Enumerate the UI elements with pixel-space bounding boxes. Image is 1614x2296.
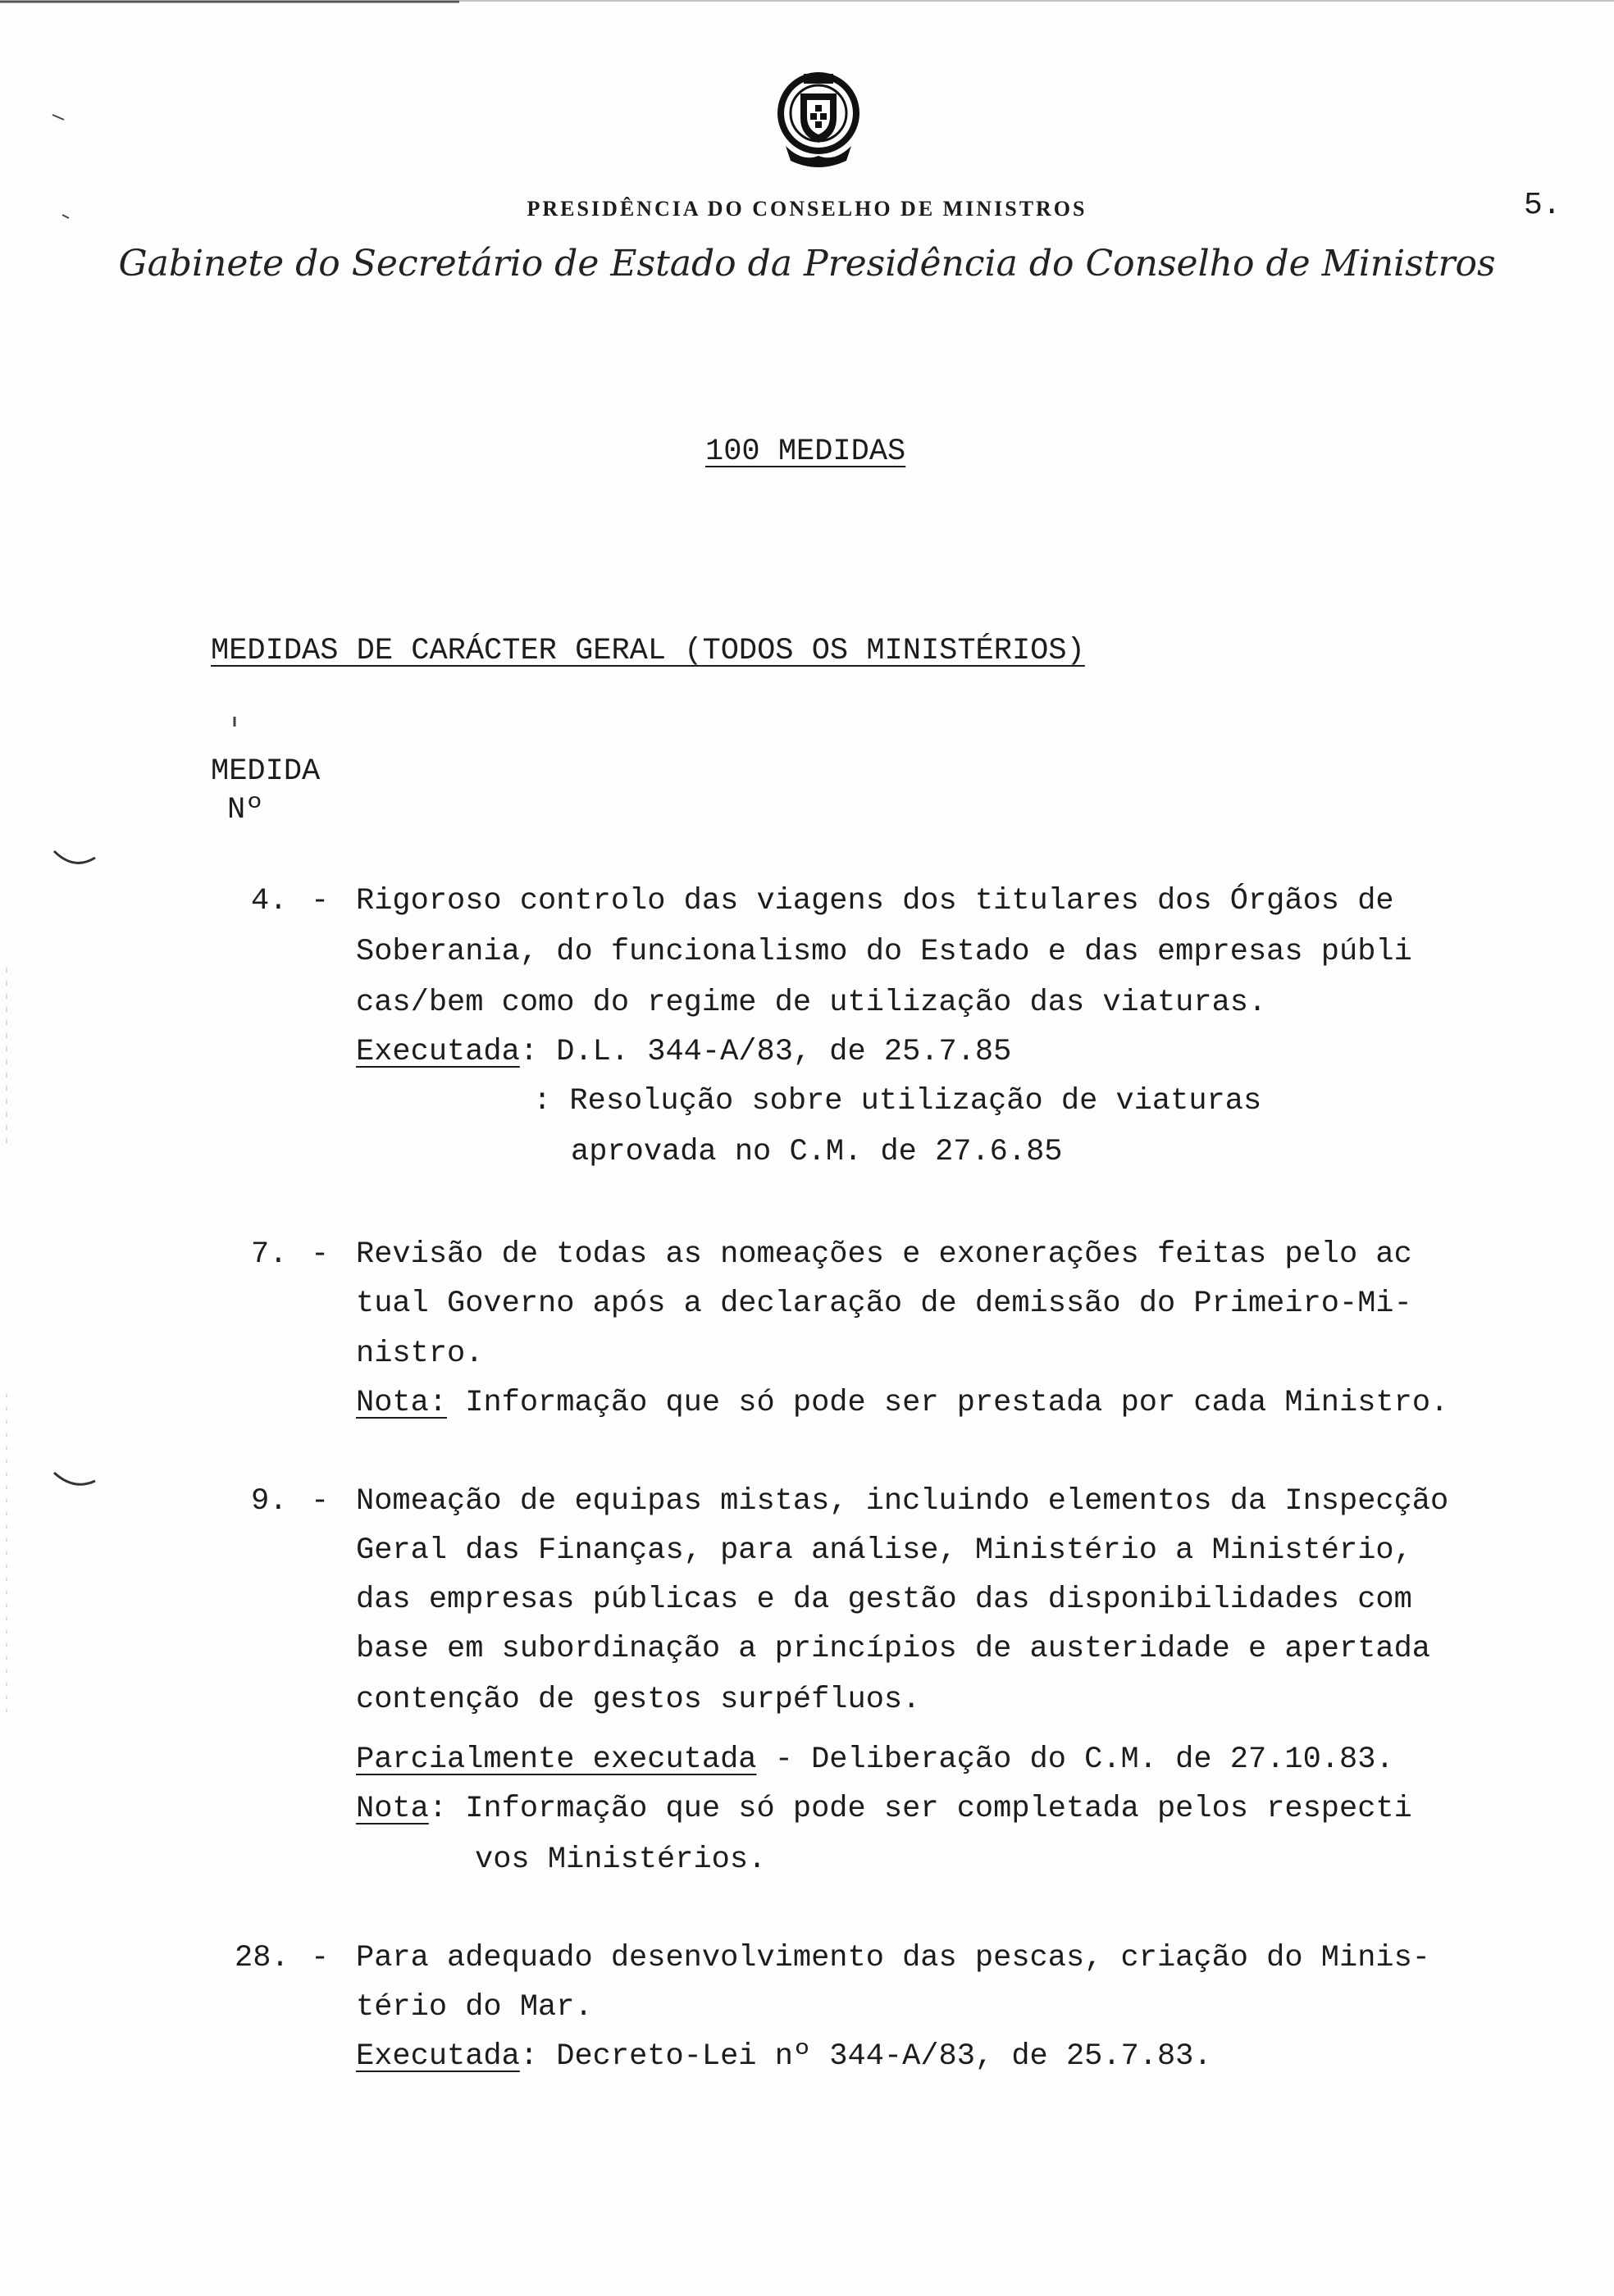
note-label: Nota: (356, 1386, 448, 1420)
measure-text-line: tual Governo após a declaração de demissão do Primeiro-Mi- (356, 1287, 1412, 1321)
measure-dash: - (311, 1484, 330, 1519)
status-extra-line: aprovada no C.M. de 27.6.85 (571, 1135, 1063, 1169)
measure-text-line: Rigoroso controlo das viagens dos titulares dos Órgãos de (356, 884, 1394, 918)
measure-dash: - (311, 884, 330, 918)
measure-text-line: Soberania, do funcionalismo do Estado e das empresas públi (356, 935, 1412, 969)
coat-of-arms-seal (761, 64, 876, 179)
measure-number: 7. (251, 1237, 288, 1272)
cabinet-subtitle: Gabinete do Secretário de Estado da Presidência do Conselho de Ministros (118, 243, 1496, 285)
status-label: Executada (356, 2039, 520, 2074)
note-text: Informação que só pode ser prestada por cada Ministro. (447, 1386, 1449, 1420)
measure-text-line: contenção de gestos surpéfluos. (356, 1683, 921, 1717)
document-title: 100 MEDIDAS (705, 435, 906, 469)
note-line (356, 1794, 1412, 1824)
page-number: 5. (1524, 188, 1562, 223)
status-extra-line: : Resolução sobre utilização de viaturas (533, 1084, 1262, 1118)
status-text: : Decreto-Lei nº 344-A/83, de 25.7.83. (519, 2039, 1212, 2074)
measure-text-line: cas/bem como do regime de utilização das viaturas. (356, 986, 1267, 1020)
measure-text-line: das empresas públicas e da gestão das disponibilidades com (356, 1583, 1412, 1617)
note-continuation: vos Ministérios. (475, 1843, 767, 1877)
measure-number: 28. (235, 1941, 290, 1975)
measure-number: 4. (251, 884, 288, 918)
status-line (356, 1742, 1394, 1777)
measure-text-line: Nomeação de equipas mistas, incluindo elementos da Inspecção (356, 1484, 1449, 1519)
status-label: Parcialmente executada (356, 1742, 757, 1777)
measure-column-label-number: Nº (227, 793, 264, 827)
measure-dash: - (311, 1237, 330, 1272)
measure-text-line: Para adequado desenvolvimento das pescas, criação do Minis- (356, 1941, 1431, 1975)
note-line (356, 1388, 1448, 1419)
status-line (356, 2039, 1212, 2074)
institution-name: PRESIDÊNCIA DO CONSELHO DE MINISTROS (527, 197, 1087, 221)
section-heading: MEDIDAS DE CARÁCTER GERAL (TODOS OS MINISTÉRIOS) (211, 634, 1085, 668)
measure-text-line: tério do Mar. (356, 1990, 593, 2025)
status-text: - Deliberação do C.M. de 27.10.83. (756, 1742, 1394, 1777)
status-text: : D.L. 344-A/83, de 25.7.85 (519, 1035, 1012, 1069)
measure-text-line: nistro. (356, 1337, 484, 1371)
measure-text-line: Geral das Finanças, para análise, Ministério a Ministério, (356, 1533, 1412, 1568)
measure-column-label: MEDIDA (211, 754, 321, 789)
measure-number: 9. (251, 1484, 288, 1519)
measure-dash: - (311, 1941, 330, 1975)
note-text: : Informação que só pode ser completada pelos respecti (428, 1792, 1412, 1826)
measure-text-line: base em subordinação a princípios de austeridade e apertada (356, 1632, 1431, 1666)
status-label: Executada (356, 1035, 520, 1069)
measure-text-line: Revisão de todas as nomeações e exonerações feitas pelo ac (356, 1237, 1412, 1272)
status-line (356, 1037, 1011, 1068)
note-label: Nota (356, 1792, 429, 1826)
